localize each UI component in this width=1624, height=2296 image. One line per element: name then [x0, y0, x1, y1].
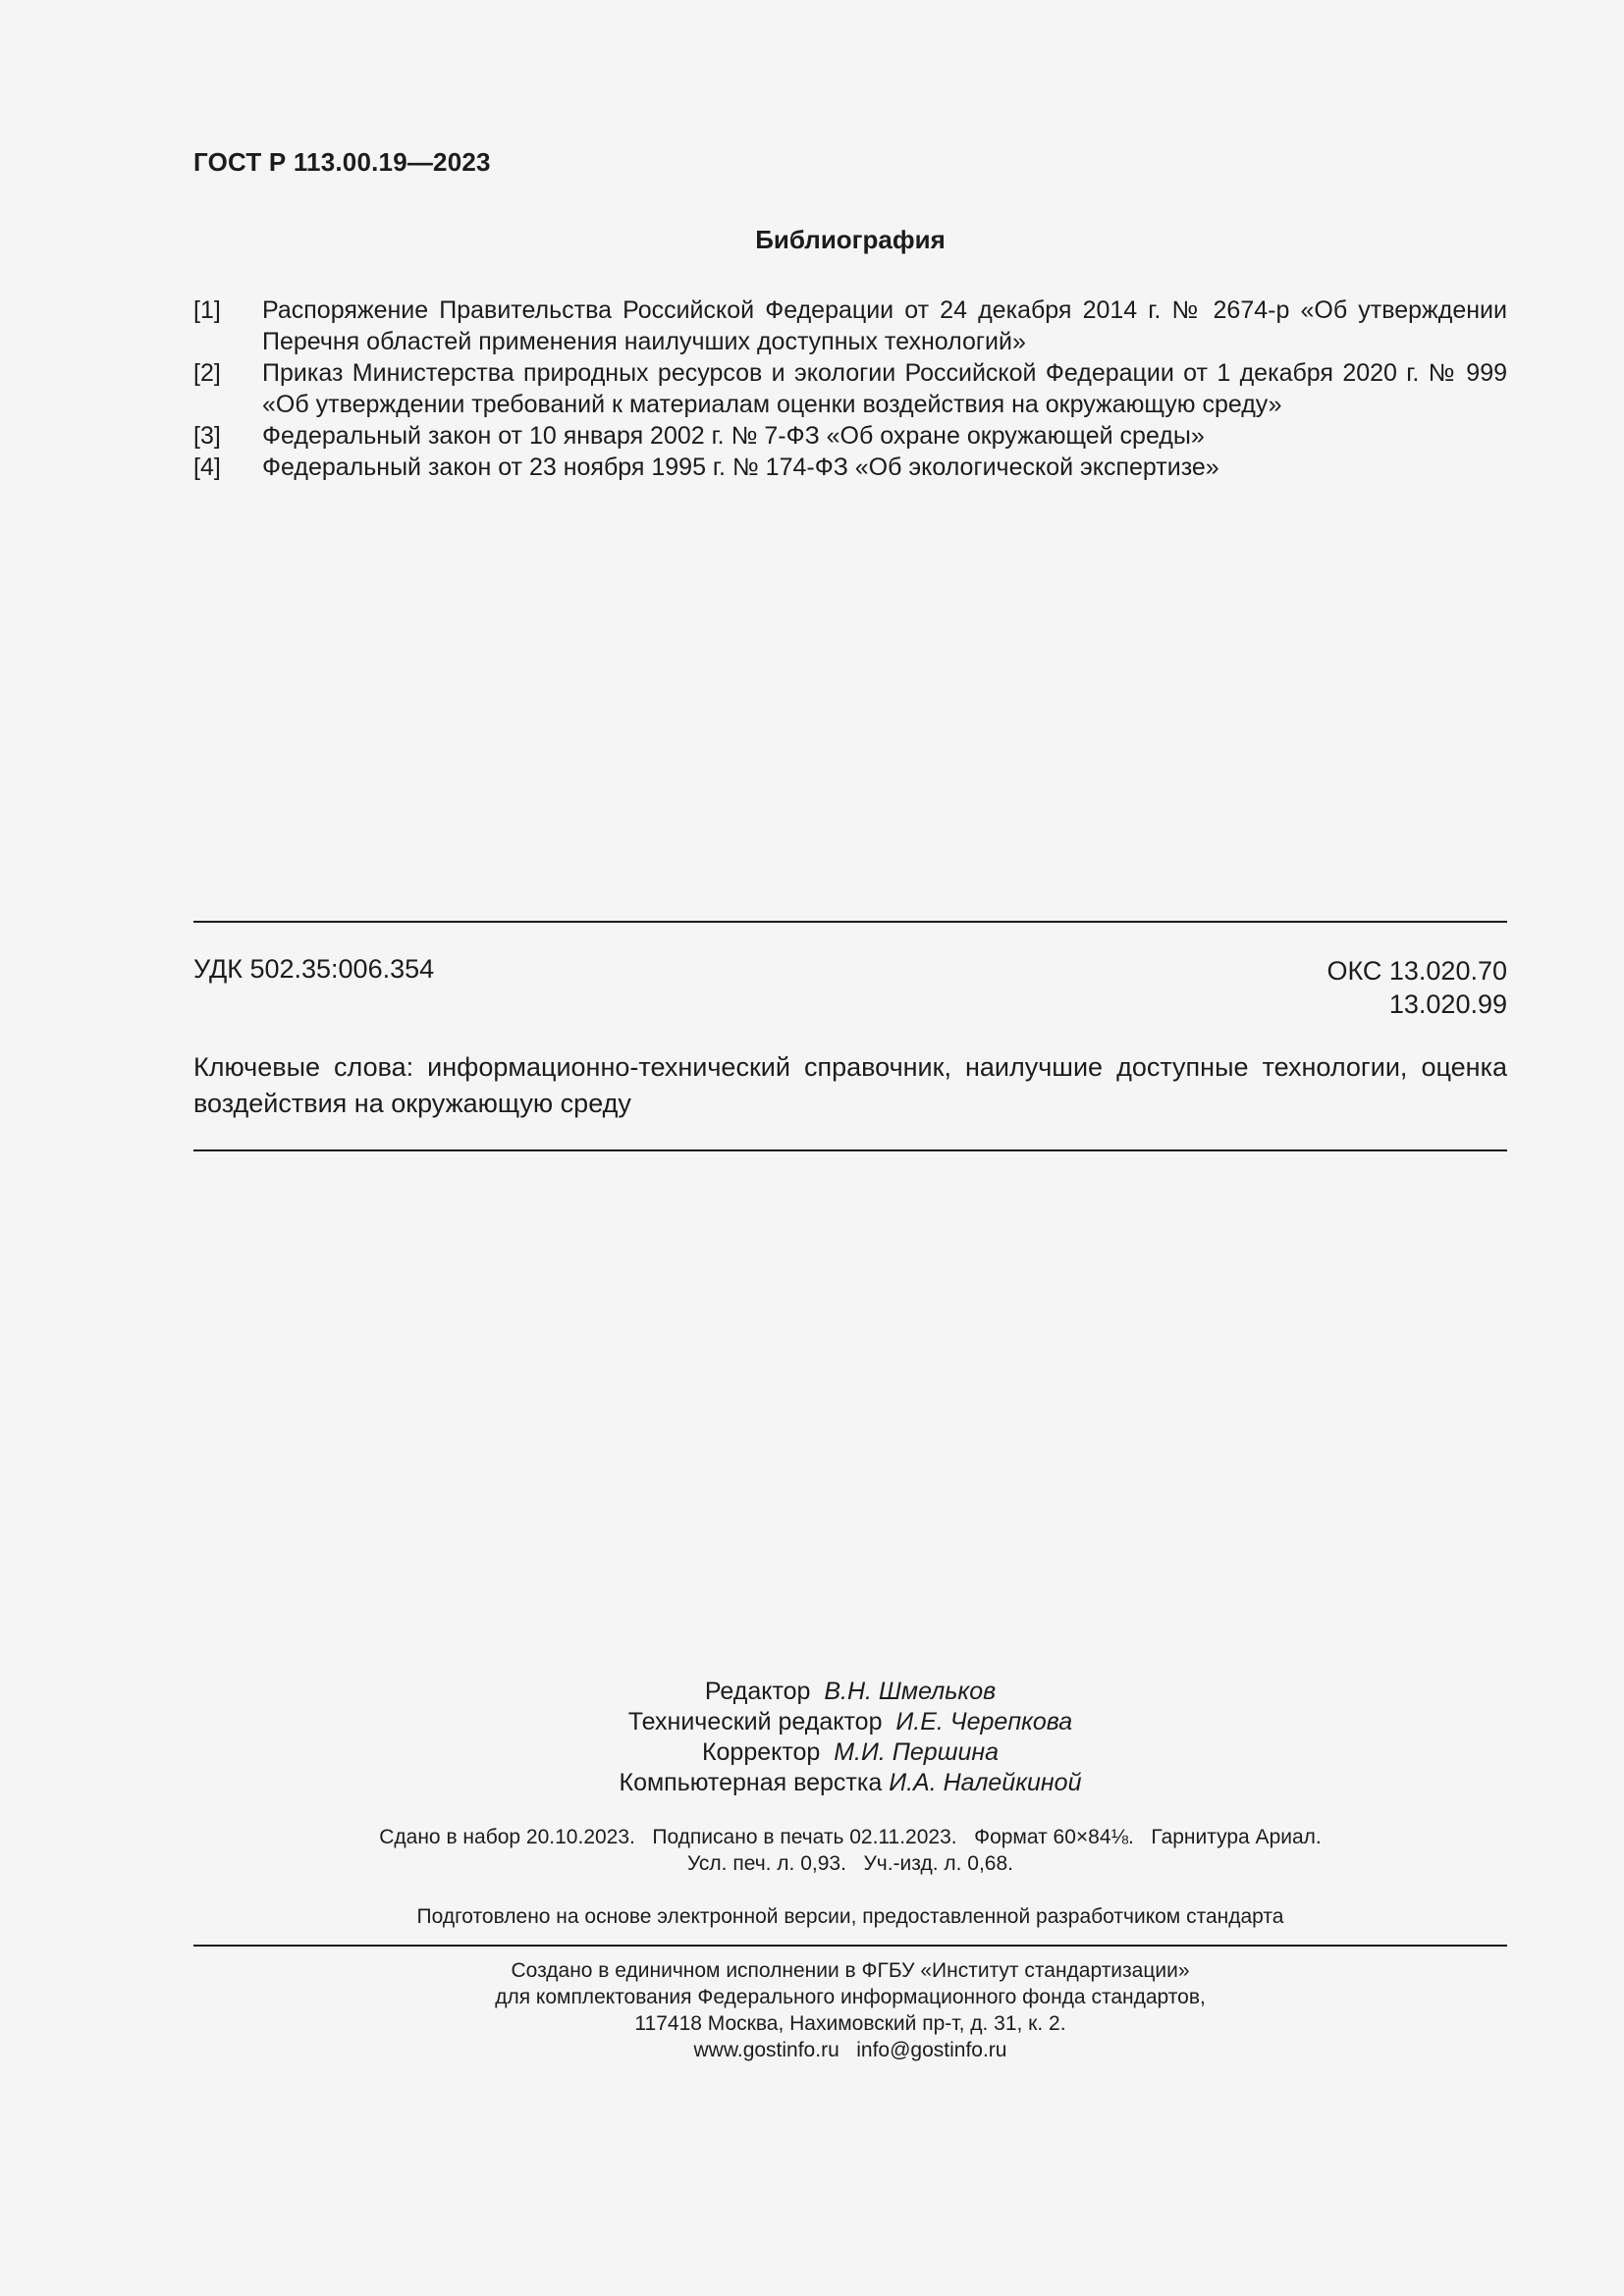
- credits-block: [193, 1677, 1507, 1798]
- oks-code-1: ОКС 13.020.70: [1326, 956, 1507, 986]
- divider-imprint: [193, 1945, 1507, 1947]
- bibliography-item-text: Приказ Министерства природных ресурсов и экологии Российской Федерации от 1 декабря 2020 г. № 999 «Об утверждении требований к материалам оценки воздействия на окружающую среду»: [262, 359, 1507, 418]
- bibliography-item-number: [1]: [193, 296, 221, 324]
- oks-codes: [1326, 954, 1507, 1021]
- imprint-line-4: www.gostinfo.ru info@gostinfo.ru: [693, 2039, 1007, 2061]
- standard-code: ГОСТ Р 113.00.19—2023: [193, 147, 491, 177]
- credit-proofreader: [193, 1737, 1507, 1768]
- credit-name: И.Е. Черепкова: [895, 1708, 1073, 1735]
- divider-top: [193, 921, 1507, 923]
- publication-line-1: Сдано в набор 20.10.2023. Подписано в печать 02.11.2023. Формат 60×84⅛. Гарнитура Ариал.: [379, 1826, 1322, 1848]
- bibliography-list: [193, 294, 1507, 483]
- bibliography-item-text: Федеральный закон от 10 января 2002 г. № 7-ФЗ «Об охране окружающей среды»: [262, 422, 1205, 450]
- bibliography-item-text: Распоряжение Правительства Российской Федерации от 24 декабря 2014 г. № 2674-р «Об утверждении Перечня областей применения наилучших доступных технологий»: [262, 296, 1507, 355]
- bibliography-item: [193, 420, 1507, 452]
- credit-role: Компьютерная верстка: [619, 1769, 883, 1796]
- imprint-block: [193, 1957, 1507, 2063]
- prepared-note: Подготовлено на основе электронной версии, предоставленной разработчиком стандарта: [416, 1905, 1284, 1928]
- keywords: Ключевые слова: информационно-технический справочник, наилучшие доступные технологии, оценка воздействия на окружающую среду: [193, 1052, 1507, 1118]
- udk-code: УДК 502.35:006.354: [193, 954, 435, 984]
- credit-role: Редактор: [704, 1678, 811, 1705]
- publication-info: [193, 1824, 1507, 1877]
- bibliography-item-number: [3]: [193, 422, 221, 450]
- divider-keywords: [193, 1149, 1507, 1151]
- credit-name: И.А. Налейкиной: [889, 1769, 1082, 1796]
- bibliography-item-number: [2]: [193, 359, 221, 387]
- bibliography-item-number: [4]: [193, 454, 221, 481]
- publication-line-2: Усл. печ. л. 0,93. Уч.-изд. л. 0,68.: [686, 1852, 1013, 1875]
- imprint-line-1: Создано в единичном исполнении в ФГБУ «Институт стандартизации»: [511, 1959, 1190, 1982]
- credit-editor: [193, 1677, 1507, 1707]
- bibliography-item-text: Федеральный закон от 23 ноября 1995 г. № 174-ФЗ «Об экологической экспертизе»: [262, 454, 1219, 481]
- bibliography-item: [193, 294, 1507, 357]
- credit-tech-editor: [193, 1707, 1507, 1737]
- credit-layout: [193, 1768, 1507, 1798]
- imprint-line-3: 117418 Москва, Нахимовский пр-т, д. 31, к. 2.: [634, 2012, 1066, 2035]
- credit-role: Технический редактор: [627, 1708, 883, 1735]
- bibliography-title: Библиография: [755, 225, 946, 254]
- bibliography-item: [193, 452, 1507, 483]
- bibliography-item: [193, 357, 1507, 420]
- oks-code-2: 13.020.99: [1388, 989, 1507, 1019]
- credit-name: М.И. Першина: [834, 1738, 1000, 1766]
- credit-name: В.Н. Шмельков: [824, 1678, 997, 1705]
- credit-role: Корректор: [701, 1738, 821, 1766]
- imprint-line-2: для комплектования Федерального информационного фонда стандартов,: [495, 1986, 1206, 2008]
